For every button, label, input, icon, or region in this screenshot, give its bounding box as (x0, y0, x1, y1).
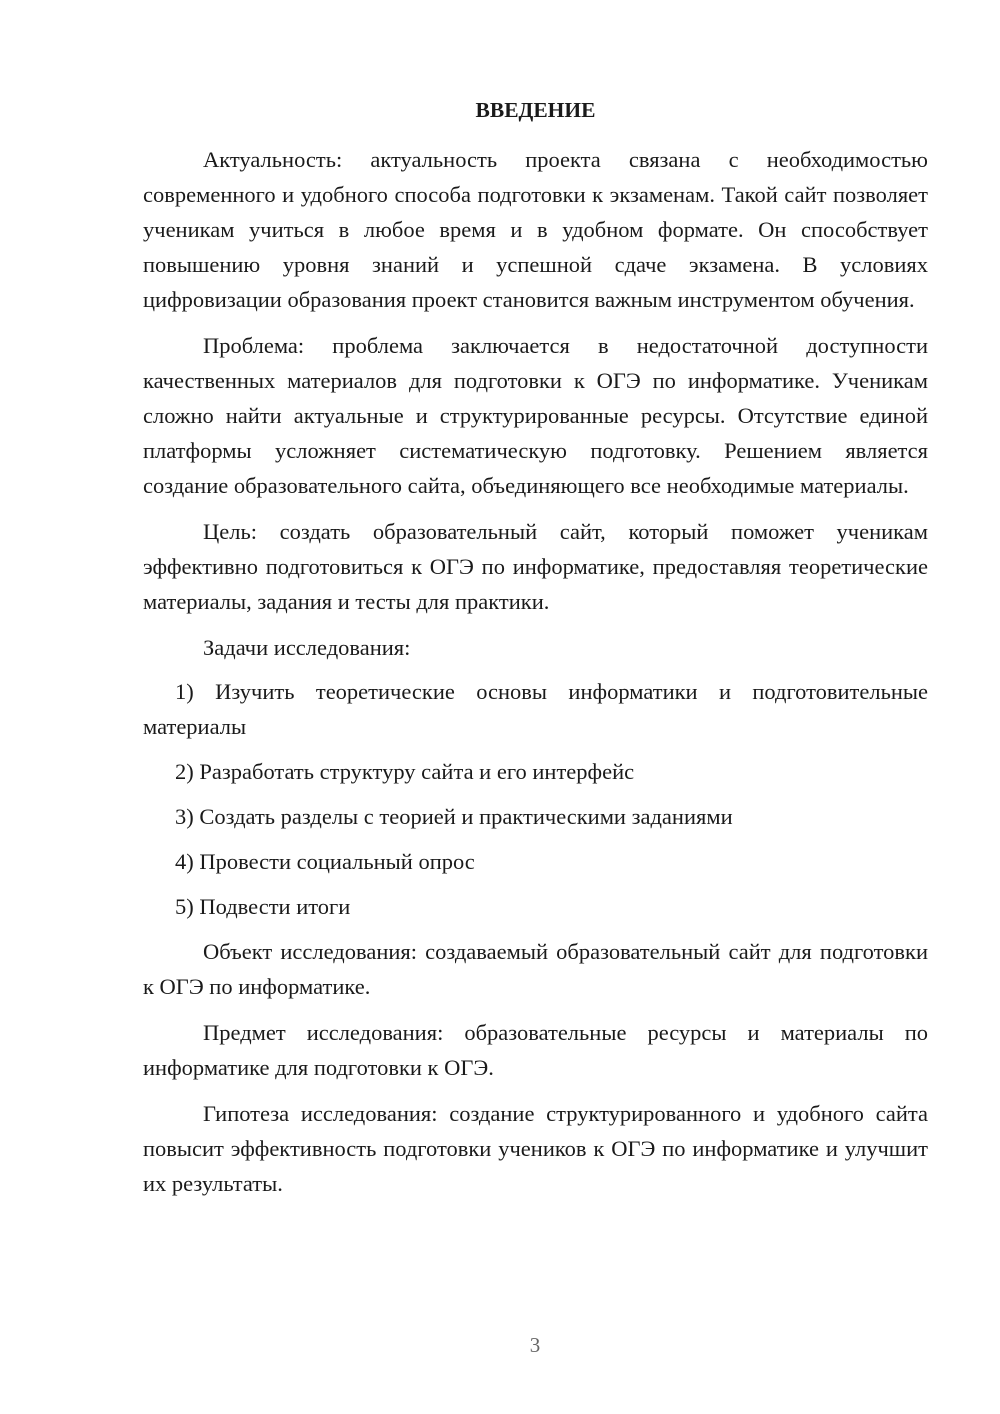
task-item: 3) Создать разделы с теорией и практическими заданиями (175, 804, 733, 829)
document-page (143, 93, 928, 1212)
task-item: 5) Подвести итоги (175, 894, 351, 919)
task-item: 2) Разработать структуру сайта и его интерфейс (175, 759, 635, 784)
paragraph-goal: Цель: создать образовательный сайт, который поможет ученикам эффективно подготовиться к ОГЭ по информатике, предоставляя теоретические материалы, задания и тесты для практики. (143, 519, 928, 614)
page-number: 3 (529, 1333, 541, 1357)
task-list (143, 674, 928, 924)
paragraph-relevance: Актуальность: актуальность проекта связана с необходимостью современного и удобного способа подготовки к экзаменам. Такой сайт позволяет ученикам учиться в любое время и в удобном формате. Он способствует повышению уровня знаний и успешной сдаче экзамена. В условиях цифровизации образования проект становится важным инструментом обучения. (143, 147, 928, 312)
task-item: 1) Изучить теоретические основы информатики и подготовительные материалы (143, 679, 928, 739)
task-item: 4) Провести социальный опрос (175, 849, 475, 874)
section-heading: ВВЕДЕНИЕ (475, 98, 596, 122)
paragraph-object: Объект исследования: создаваемый образовательный сайт для подготовки к ОГЭ по информатике. (143, 939, 928, 999)
paragraph-hypothesis: Гипотеза исследования: создание структурированного и удобного сайта повысит эффективность подготовки учеников к ОГЭ по информатике и улучшит их результаты. (143, 1101, 928, 1196)
paragraph-problem: Проблема: проблема заключается в недостаточной доступности качественных материалов для подготовки к ОГЭ по информатике. Ученикам сложно найти актуальные и структурированные ресурсы. Отсутствие единой платформы усложняет систематическую подготовку. Решением является создание образовательного сайта, объединяющего все необходимые материалы. (143, 333, 928, 498)
paragraph-subject: Предмет исследования: образовательные ресурсы и материалы по информатике для подготовки к ОГЭ. (143, 1020, 928, 1080)
tasks-heading: Задачи исследования: (203, 635, 411, 660)
